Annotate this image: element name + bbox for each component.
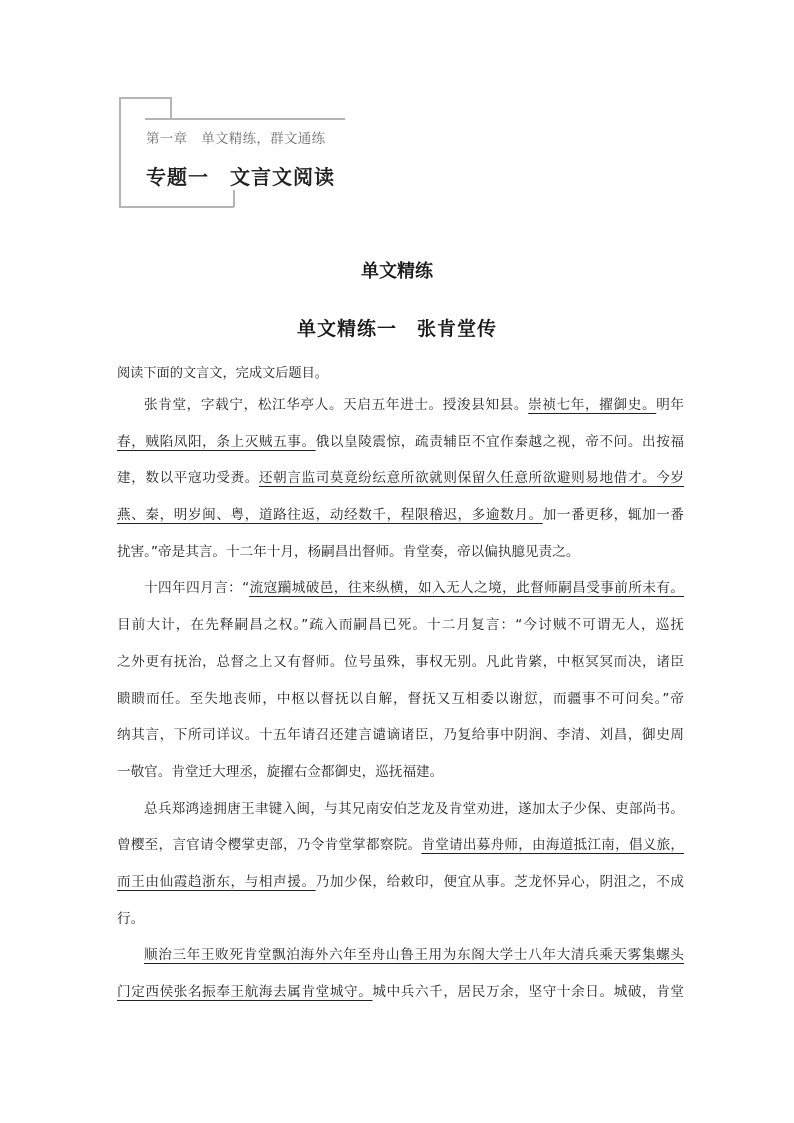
underlined-sentence: 门定西侯张名振奉王航海去属肯堂城守。 — [117, 984, 373, 1000]
article-title: 单文精练一 张肯堂传 — [296, 318, 497, 340]
passage-line — [117, 613, 684, 650]
passage-line — [117, 943, 684, 980]
underlined-sentence: 顺治三年王败死肯堂飘泊海外六年至舟山鲁王用为东阁大学士八年大清兵乘天雾集螺头 — [144, 947, 684, 964]
passage-line — [117, 797, 684, 834]
underlined-sentence: 流寇躏城破邑，往来纵横，如入无人之境，此督师嗣昌受事前所未有。 — [249, 580, 684, 597]
frame-top-line — [119, 97, 171, 99]
passage-text: 十四年四月言：“ — [144, 580, 250, 597]
reading-instruction: 阅读下面的文言文，完成文后题目。 — [117, 366, 328, 381]
frame-left-line — [119, 97, 121, 207]
underlined-sentence: 崇祯七年，擢御史。 — [528, 397, 657, 413]
passage-text: 加一番更移，辄加一番 — [542, 507, 685, 524]
passage-text: 之外更有抚治，总督之上又有督师。位号虽殊，事权无别。凡此肯綮，中枢冥冥而决，诸臣 — [117, 653, 684, 670]
passage-line — [117, 540, 684, 577]
chapter-heading: 第一章 单文精练，群文通练 — [146, 131, 326, 147]
passage-text: 目前大计，在先释嗣昌之权。”疏入而嗣昌已死。十二月复言：“今讨贼不可谓无人，巡抚 — [117, 617, 684, 634]
passage-line — [117, 870, 684, 907]
topic-title: 专题一 文言文阅读 — [146, 165, 335, 189]
passage-line — [117, 503, 684, 540]
passage-line — [117, 760, 684, 797]
passage-body — [117, 393, 684, 1017]
passage-text: 俄以皇陵震惊，疏责辅臣不宜作秦越之视，帝不问。出按福 — [315, 433, 685, 450]
passage-text: 明年 — [656, 397, 685, 413]
underlined-sentence: 还朝言监司莫竟纷纭意所欲就则保留久任意所欲避则易地借才。 — [258, 470, 657, 487]
frame-inner-line — [145, 118, 345, 120]
passage-text: 城中兵六千，居民万余，坚守十余日。城破，肯堂 — [372, 984, 685, 1000]
passage-text: 张肯堂，字载宁，松江华亭人。天启五年进士。授浚县知县。 — [144, 397, 529, 413]
underlined-sentence: 而王由仙霞趋浙东，与相声援。 — [117, 873, 316, 890]
passage-line — [117, 980, 684, 1017]
passage-line — [117, 650, 684, 687]
underlined-sentence: 今岁 — [656, 470, 685, 487]
passage-text: 总兵郑鸿逵拥唐王聿键入闽，与其兄南安伯芝龙及肯堂劝进，遂加太子少保、吏部尚书。 — [144, 800, 684, 817]
section-title: 单文精练 — [361, 261, 433, 282]
passage-line — [117, 466, 684, 503]
passage-text: 乃加少保，给敕印，便宜从事。芝龙怀异心，阴沮之，不成 — [315, 873, 685, 890]
underlined-sentence: 肯堂请出募舟师，由海道抵江南，倡义旅， — [421, 837, 685, 854]
passage-text: 一敬官。肯堂迁大理丞，旋擢右佥都御史，巡抚福建。 — [117, 763, 444, 780]
passage-line — [117, 833, 684, 870]
passage-text: 曾樱至，言官请令樱掌吏部，乃令肯堂掌都察院。 — [117, 837, 422, 854]
passage-line — [117, 723, 684, 760]
passage-line — [117, 393, 684, 430]
passage-line — [117, 907, 684, 944]
passage-line — [117, 687, 684, 724]
frame-bottom-right-line — [233, 190, 235, 207]
passage-text: 纳其言，下所司详议。十五年请召还建言谴谪诸臣，乃复给事中阴润、李清、刘昌，御史周 — [117, 727, 684, 744]
passage-line — [117, 430, 684, 467]
underlined-sentence: 春，贼陷凤阳，条上灭贼五事。 — [117, 433, 316, 450]
passage-text: 扰害。”帝是其言。十二年十月，杨嗣昌出督师。肯堂奏，帝以偏执臆见责之。 — [117, 543, 580, 560]
underlined-sentence: 燕、秦，明岁闽、粤，道路往返，动经数千，程限稽迟，多逾数月。 — [117, 507, 543, 524]
frame-bottom-line — [119, 206, 234, 208]
passage-text: 瞆瞆而任。至失地丧师，中枢以督抚以自解，督抚又互相委以谢愆，而疆事不可问矣。”帝 — [117, 690, 684, 707]
frame-tab-right-line — [170, 97, 172, 118]
passage-text: 建，数以平寇功受赉。 — [117, 470, 259, 487]
passage-line — [117, 576, 684, 613]
passage-text: 行。 — [117, 910, 145, 927]
